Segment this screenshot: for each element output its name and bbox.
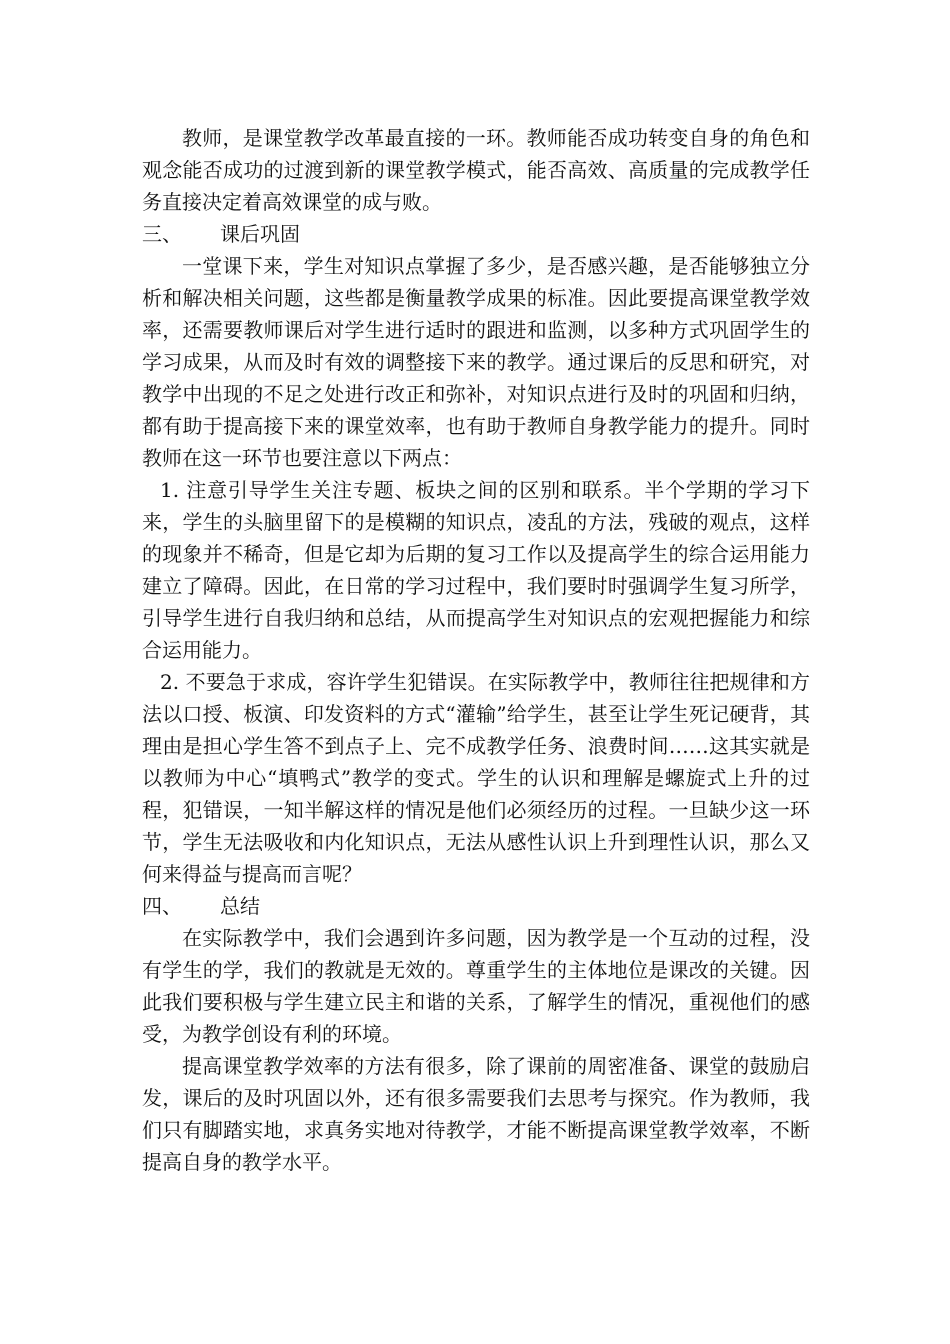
section-heading-3 (142, 218, 810, 250)
section-3-paragraph: 一堂课下来，学生对知识点掌握了多少，是否感兴趣，是否能够独立分析和解决相关问题，这些都是衡量教学成果的标准。因此要提高课堂教学效率，还需要教师课后对学生进行适时的跟进和监测，以多种方式巩固学生的学习成果，从而及时有效的调整接下来的教学。通过课后的反思和研究，对教学中出现的不足之处进行改正和弥补，对知识点进行及时的巩固和归纳，都有助于提高接下来的课堂效率，也有助于教师自身教学能力的提升。同时教师在这一环节也要注意以下两点： (142, 254, 810, 470)
section-title: 课后巩固 (220, 222, 300, 246)
document-page (142, 122, 810, 1178)
section-4-paragraph-1: 在实际教学中，我们会遇到许多问题，因为教学是一个互动的过程，没有学生的学，我们的教就是无效的。尊重学生的主体地位是课改的关键。因此我们要积极与学生建立民主和谐的关系，了解学生的情况，重视他们的感受，为教学创设有利的环境。 (142, 926, 810, 1046)
section-number: 四、 (142, 894, 182, 918)
list-item-1: 1. 注意引导学生关注专题、板块之间的区别和联系。半个学期的学习下来，学生的头脑里留下的是模糊的知识点，凌乱的方法，残破的观点，这样的现象并不稀奇，但是它却为后期的复习工作以及提高学生的综合运用能力建立了障碍。因此，在日常的学习过程中，我们要时时强调学生复习所学，引导学生进行自我归纳和总结，从而提高学生对知识点的宏观把握能力和综合运用能力。 (142, 478, 810, 662)
section-4-paragraph-2: 提高课堂教学效率的方法有很多，除了课前的周密准备、课堂的鼓励启发，课后的及时巩固以外，还有很多需要我们去思考与探究。作为教师，我们只有脚踏实地，求真务实地对待教学，才能不断提高课堂教学效率，不断提高自身的教学水平。 (142, 1054, 810, 1174)
intro-paragraph: 教师，是课堂教学改革最直接的一环。教师能否成功转变自身的角色和观念能否成功的过渡到新的课堂教学模式，能否高效、高质量的完成教学任务直接决定着高效课堂的成与败。 (142, 126, 810, 214)
section-title: 总结 (220, 894, 260, 918)
list-item-2: 2. 不要急于求成，容许学生犯错误。在实际教学中，教师往往把规律和方法以口授、板演、印发资料的方式“灌输”给学生，甚至让学生死记硬背，其理由是担心学生答不到点子上、完不成教学任务、浪费时间……这其实就是以教师为中心“填鸭式”教学的变式。学生的认识和理解是螺旋式上升的过程，犯错误，一知半解这样的情况是他们必须经历的过程。一旦缺少这一环节，学生无法吸收和内化知识点，无法从感性认识上升到理性认识，那么又何来得益与提高而言呢？ (142, 670, 810, 886)
section-number: 三、 (142, 222, 182, 246)
section-heading-4 (142, 890, 810, 922)
